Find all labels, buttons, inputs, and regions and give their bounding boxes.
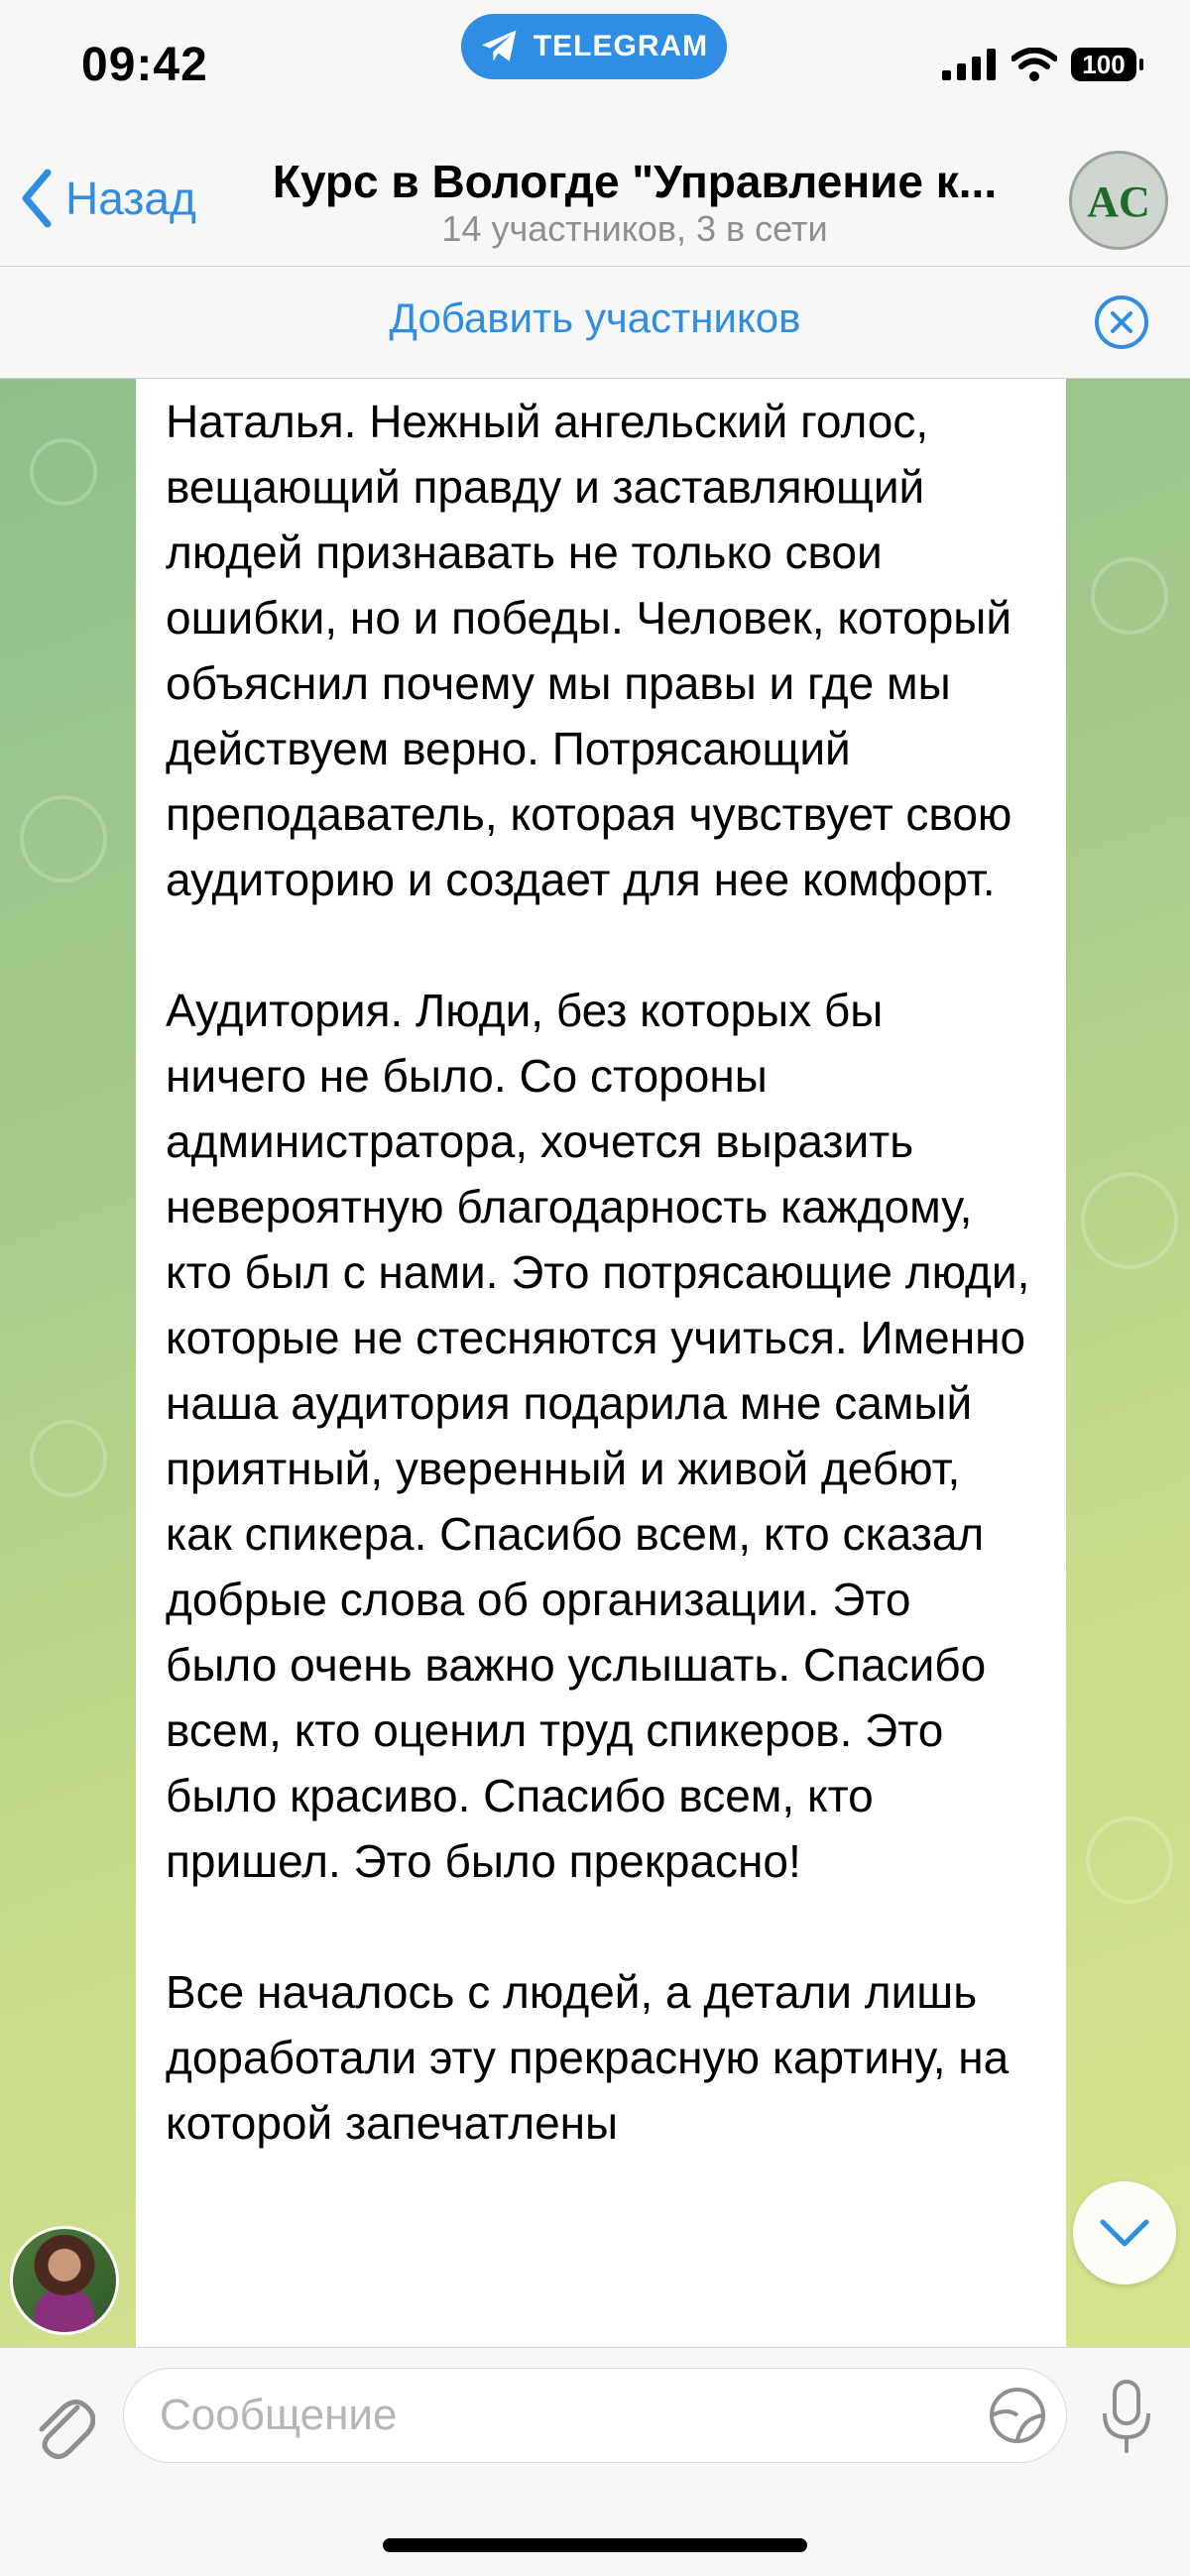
wallpaper-doodle (30, 438, 97, 506)
message-input[interactable] (123, 2368, 1067, 2463)
group-logo-icon (1079, 171, 1158, 230)
home-indicator (383, 2538, 807, 2552)
wallpaper-doodle (1091, 557, 1168, 635)
chat-header (0, 139, 1190, 267)
status-bar (0, 0, 1190, 139)
clock: 09:42 (81, 39, 208, 91)
telegram-badge-label: TELEGRAM (533, 30, 709, 62)
telegram-plane-icon (480, 29, 520, 64)
group-avatar[interactable] (1069, 151, 1168, 250)
signal-bars-icon (942, 49, 998, 80)
back-button-label: Назад (65, 173, 196, 224)
message-text: Наталья. Нежный ангельский голос, вещающий правду и заставляющий людей признавать не только свои ошибки, но и победы. Человек, который объяснил почему мы правы и где мы действуем верно. Потрясающий преподаватель, которая чувствует свою аудиторию и создает для нее комфорт. Аудитория. Люди, без которых бы ничего не было. Со стороны администратора, хочется выразить невероятную благодарность каждому, кто был с нами. Это потрясающие люди, которые не стесняются учиться. Именно наша аудитория подарила мне самый приятный, уверенный и живой дебют, как спикера. Спасибо всем, кто сказал добрые слова об организации. Это было очень важно услышать. Спасибо всем, кто оценил труд спикеров. Это было красиво. Спасибо всем, кто пришел. Это было прекрасно! Все началось с людей, а детали лишь доработали эту прекрасную картину, на которой запечатлены (166, 396, 1030, 2149)
back-button[interactable] (20, 169, 196, 228)
paperclip-icon[interactable] (26, 2384, 95, 2463)
chat-title[interactable]: Курс в Вологде "Управление к... (272, 156, 998, 207)
sticker-icon[interactable] (988, 2386, 1047, 2445)
telegram-badge[interactable] (461, 14, 727, 79)
chat-area[interactable] (0, 379, 1190, 2347)
sender-avatar[interactable] (10, 2226, 119, 2335)
wallpaper-doodle (20, 795, 107, 882)
wallpaper-doodle (30, 1420, 107, 1497)
message-bubble[interactable] (136, 379, 1066, 2347)
chevron-left-icon (20, 169, 54, 228)
scroll-down-button[interactable] (1073, 2181, 1176, 2284)
add-members-banner (0, 267, 1190, 379)
composer-bar (0, 2347, 1190, 2576)
add-members-link[interactable]: Добавить участников (389, 294, 801, 341)
chat-subtitle: 14 участников, 3 в сети (441, 208, 828, 249)
wallpaper-doodle (1081, 1172, 1178, 1269)
status-icons (942, 48, 1136, 81)
group-avatar-initials: AC (1087, 177, 1150, 226)
microphone-icon[interactable] (1097, 2378, 1156, 2457)
chevron-down-icon (1099, 2218, 1150, 2248)
wallpaper-doodle (1086, 1816, 1173, 1904)
close-circle-icon[interactable] (1093, 293, 1150, 351)
battery-indicator: 100 (1071, 48, 1136, 81)
wifi-icon (1012, 48, 1057, 81)
